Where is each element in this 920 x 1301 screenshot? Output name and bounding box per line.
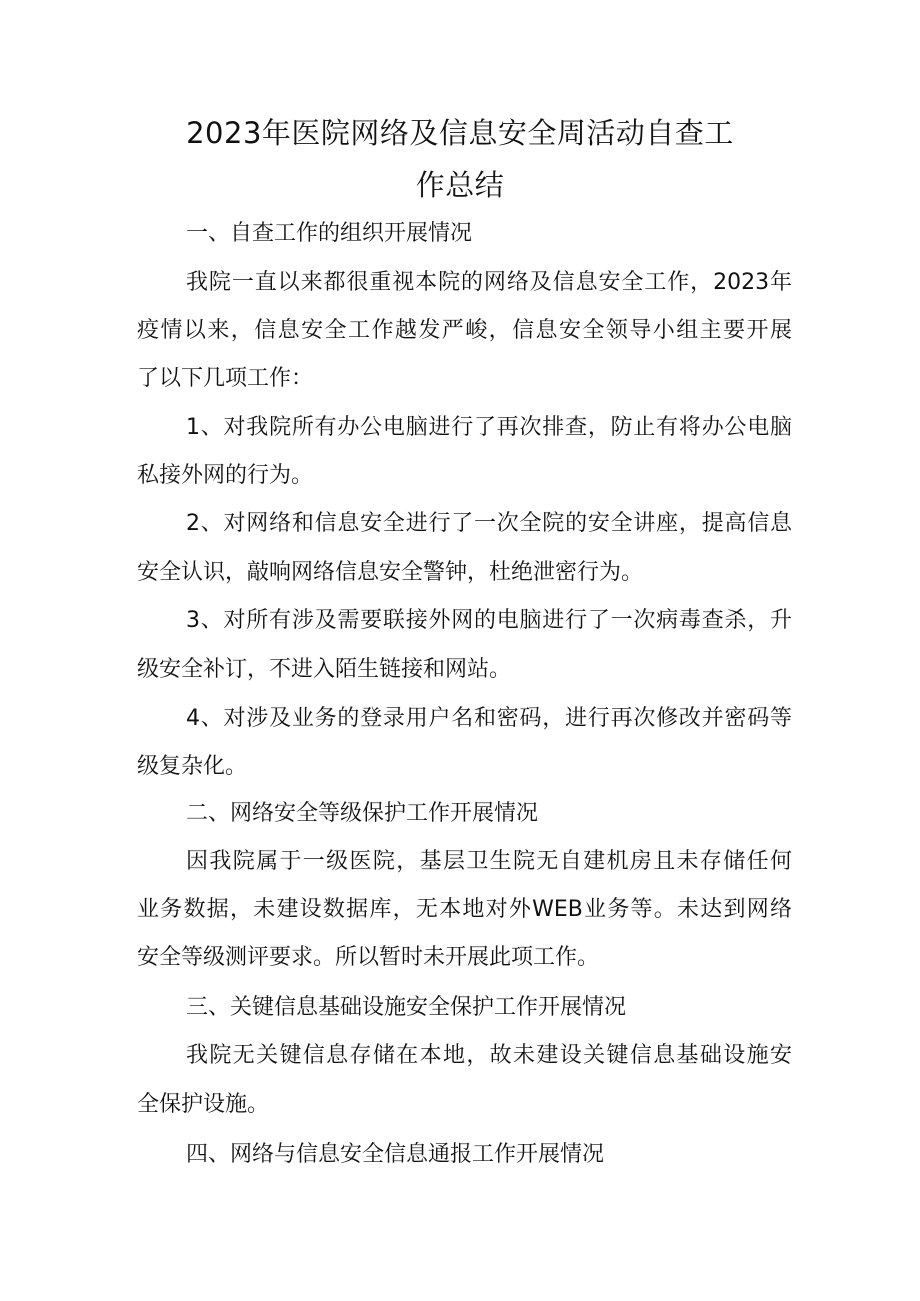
paragraph-line: 我院一直以来都很重视本院的网络及信息安全工作，2023年 — [186, 270, 792, 295]
list-item-line: 2、对网络和信息安全进行了一次全院的安全讲座，提高信息 — [186, 511, 792, 536]
section-heading-3: 三、关键信息基础设施安全保护工作开展情况 — [186, 995, 627, 1020]
list-item-line: 1、对我院所有办公电脑进行了再次排查，防止有将办公电脑 — [186, 415, 792, 440]
paragraph-line: 业务数据，未建设数据库，无本地对外WEB业务等。未达到网络 — [137, 897, 792, 922]
section-heading-1: 一、自查工作的组织开展情况 — [186, 221, 473, 246]
list-item-line: 私接外网的行为。 — [137, 463, 314, 488]
list-item-line: 安全认识，敲响网络信息安全警钟，杜绝泄密行为。 — [137, 560, 644, 585]
document-title-line-2: 作总结 — [415, 168, 505, 202]
list-item-line: 3、对所有涉及需要联接外网的电脑进行了一次病毒查杀，升 — [186, 608, 792, 633]
paragraph-line: 安全等级测评要求。所以暂时未开展此项工作。 — [137, 945, 600, 970]
document-title-line-1: 2023年医院网络及信息安全周活动自查工 — [186, 116, 734, 150]
list-item-line: 4、对涉及业务的登录用户名和密码，进行再次修改并密码等 — [186, 706, 792, 731]
list-item-line: 级安全补订，不进入陌生链接和网站。 — [137, 657, 512, 682]
paragraph-line: 我院无关键信息存储在本地，故未建设关键信息基础设施安 — [186, 1043, 792, 1068]
paragraph-line: 了以下几项工作： — [137, 366, 314, 391]
paragraph-line: 因我院属于一级医院，基层卫生院无自建机房且未存储任何 — [186, 849, 792, 874]
section-heading-4: 四、网络与信息安全信息通报工作开展情况 — [186, 1142, 605, 1167]
section-heading-2: 二、网络安全等级保护工作开展情况 — [186, 801, 539, 826]
paragraph-line: 全保护设施。 — [137, 1092, 270, 1117]
paragraph-line: 疫情以来，信息安全工作越发严峻，信息安全领导小组主要开展 — [137, 318, 792, 343]
list-item-line: 级复杂化。 — [137, 754, 248, 779]
